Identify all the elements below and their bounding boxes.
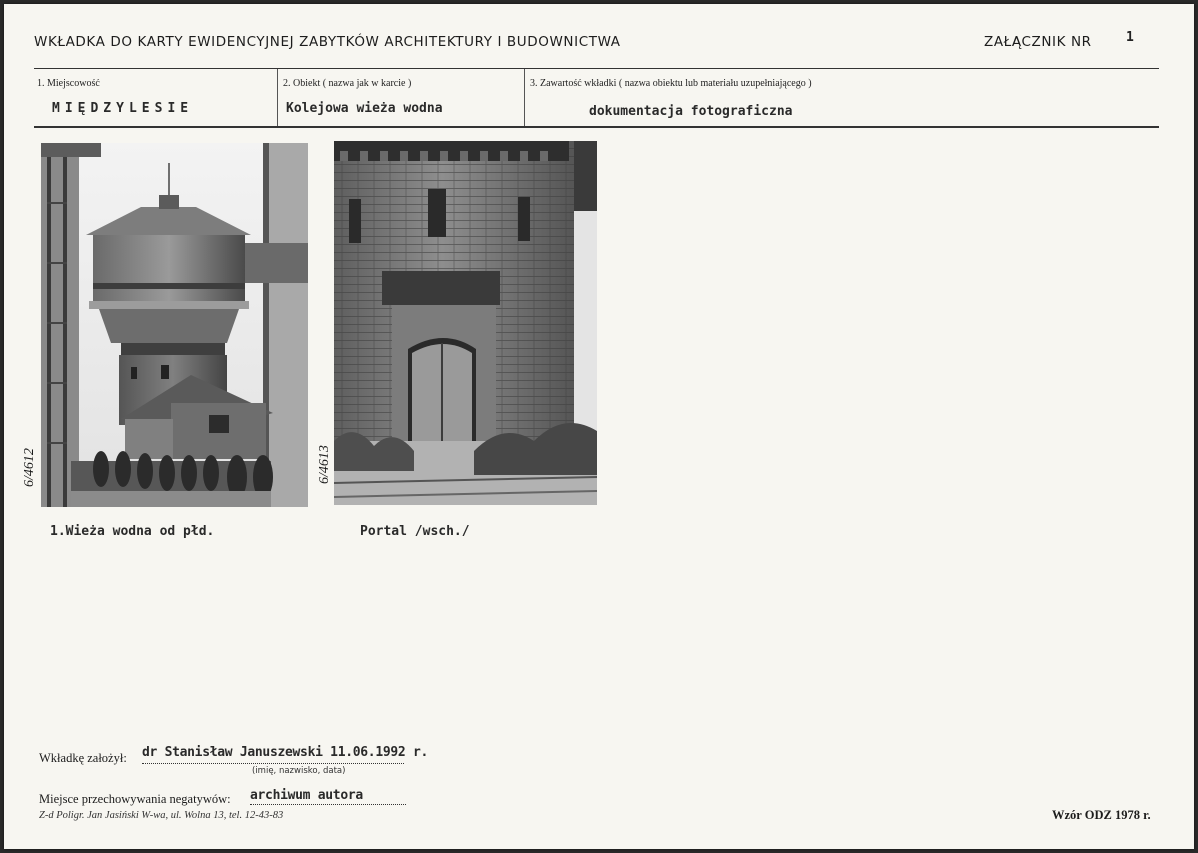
storage-dotted-line (250, 804, 406, 805)
locality-value: MIĘDZYLESIE (52, 101, 194, 116)
form-title: WKŁADKA DO KARTY EWIDENCYJNEJ ZABYTKÓW ARCHITEKTURY I BUDOWNICTWA (34, 34, 621, 50)
photo-portal (334, 141, 597, 505)
header-rule (34, 68, 1159, 69)
photo-2-caption: Portal /wsch./ (360, 524, 470, 539)
object-value: Kolejowa wieża wodna (286, 101, 443, 116)
fields-rule (34, 126, 1159, 128)
founder-value: dr Stanisław Januszewski 11.06.1992 r. (142, 745, 429, 760)
founder-note: (imię, nazwisko, data) (252, 766, 346, 776)
photo-water-tower (41, 143, 308, 507)
photo-1-caption: 1.Wieża wodna od płd. (50, 524, 215, 539)
attachment-label: ZAŁĄCZNIK NR (984, 34, 1092, 50)
object-label: 2. Obiekt ( nazwa jak w karcie ) (283, 78, 412, 89)
storage-value: archiwum autora (250, 788, 363, 803)
founder-dotted-line (142, 763, 404, 764)
storage-label: Miejsce przechowywania negatywów: (39, 792, 231, 806)
attachment-number: 1 (1126, 30, 1134, 45)
photo-1-reg-number: 6/4612 (22, 448, 37, 487)
field-divider (524, 69, 525, 126)
locality-label: 1. Miejscowość (37, 78, 100, 89)
form-code: Wzór ODZ 1978 r. (1052, 808, 1151, 822)
field-divider (277, 69, 278, 126)
printer-note: Z-d Poligr. Jan Jasiński W-wa, ul. Wolna 13, tel. 12-43-83 (39, 810, 284, 821)
content-value: dokumentacja fotograficzna (589, 104, 793, 119)
founder-label: Wkładkę założył: (39, 751, 127, 765)
photo-2-reg-number: 6/4613 (317, 445, 332, 484)
record-card (4, 4, 1194, 849)
content-label: 3. Zawartość wkładki ( nazwa obiektu lub materiału uzupełniającego ) (530, 78, 812, 89)
